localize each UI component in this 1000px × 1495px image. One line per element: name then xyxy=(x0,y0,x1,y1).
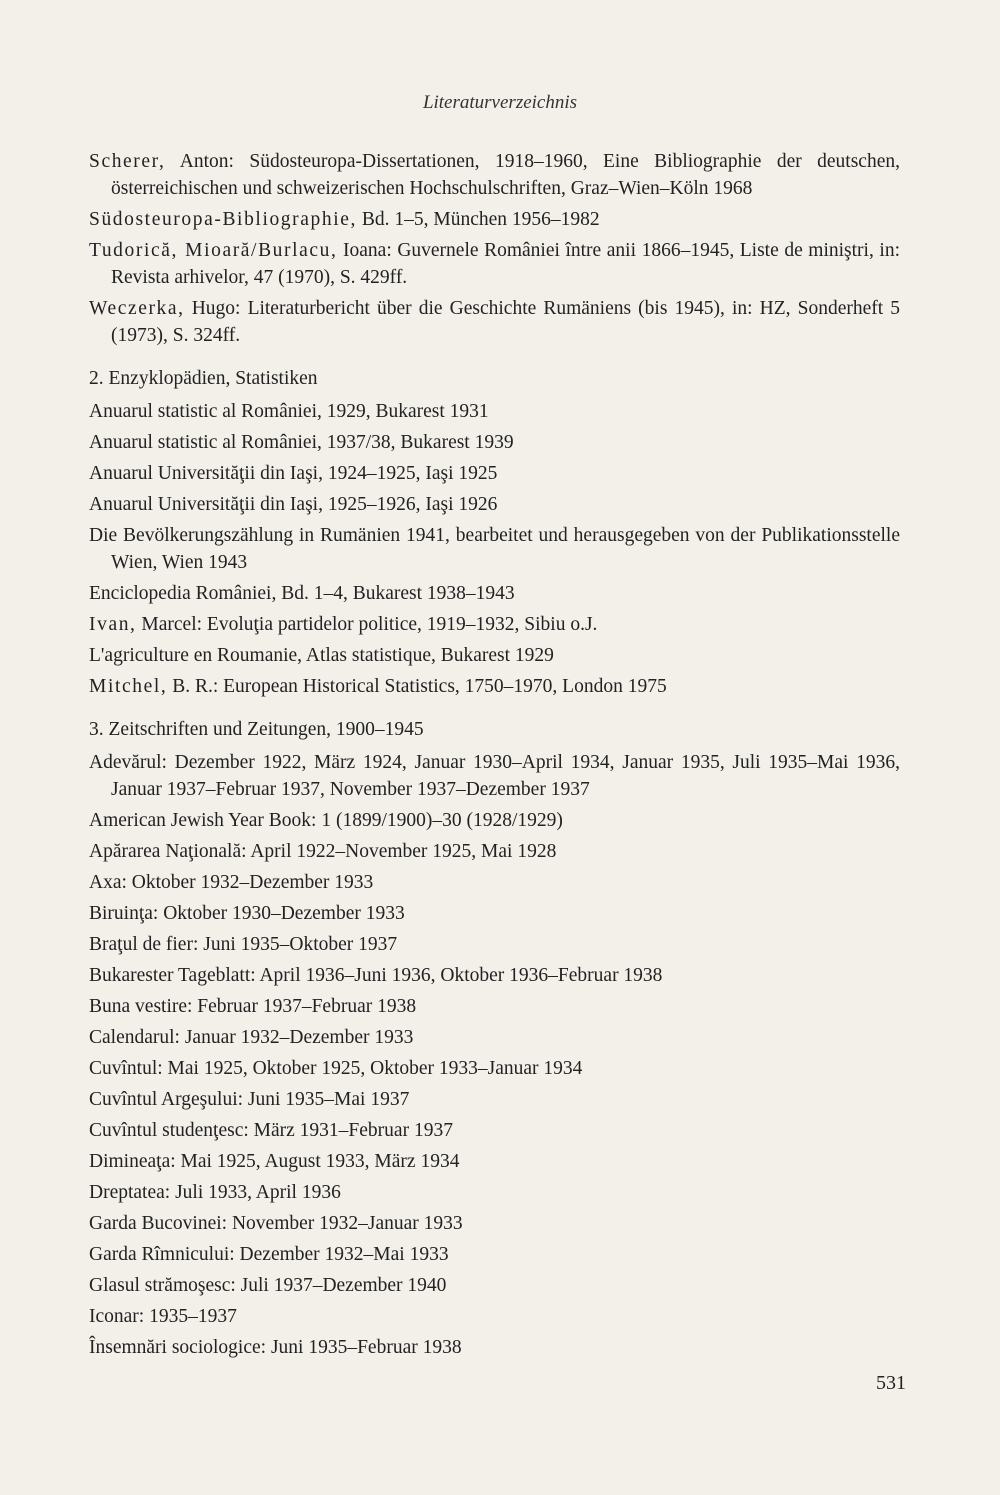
bibliography-entry xyxy=(89,206,900,233)
entry-author: Weczerka, xyxy=(89,298,185,319)
entry-text: Ioana: Guvernele României între anii 1866–1945, Liste de miniştri, in: Revista arhivelor, 47 (1970), S. 429ff. xyxy=(111,240,900,288)
running-head: Literaturverzeichnis xyxy=(422,92,578,113)
entry-author: Ivan, xyxy=(89,614,137,635)
entry-text: Anton: Südosteuropa-Dissertationen, 1918–1960, Eine Bibliographie der deutschen, österreichischen und schweizerischen Hochschulschriften, Graz–Wien–Köln 1968 xyxy=(111,151,900,199)
entry-author: Südosteuropa-Bibliographie, xyxy=(89,209,357,230)
entry-text: Anuarul statistic al României, 1937/38, Bukarest 1939 xyxy=(89,432,514,453)
periodical-entry: Garda Rîmnicului: Dezember 1932–Mai 1933 xyxy=(89,1244,449,1265)
periodical-entry: Dreptatea: Juli 1933, April 1936 xyxy=(89,1182,341,1203)
bibliography-entry xyxy=(89,460,900,487)
section-3-entries xyxy=(89,749,900,1361)
entry-author: Tudorică, Mioară/Burlacu, xyxy=(89,240,338,261)
bibliography xyxy=(89,148,900,1365)
entry-text: Marcel: Evoluţia partidelor politice, 1919–1932, Sibiu o.J. xyxy=(136,614,598,635)
bibliography-entry xyxy=(89,642,900,669)
periodical-entry: Iconar: 1935–1937 xyxy=(89,1306,237,1327)
periodical-entry: Însemnări sociologice: Juni 1935–Februar 1938 xyxy=(89,1337,462,1358)
periodical-entry: American Jewish Year Book: 1 (1899/1900)–30 (1928/1929) xyxy=(89,810,563,831)
periodical-entry: Calendarul: Januar 1932–Dezember 1933 xyxy=(89,1027,414,1048)
bibliography-entry xyxy=(89,429,900,456)
periodical-entry: Axa: Oktober 1932–Dezember 1933 xyxy=(89,872,374,893)
section-heading-3: 3. Zeitschriften und Zeitungen, 1900–1945 xyxy=(89,719,424,740)
periodical-entry: Bukarester Tageblatt: April 1936–Juni 1936, Oktober 1936–Februar 1938 xyxy=(89,965,663,986)
entry-text: Anuarul Universităţii din Iaşi, 1924–1925, Iaşi 1925 xyxy=(89,463,498,484)
intro-entries xyxy=(89,148,900,349)
bibliography-entry xyxy=(89,398,900,425)
entry-text: Bd. 1–5, München 1956–1982 xyxy=(356,209,600,230)
periodical-entry: Glasul strămoşesc: Juli 1937–Dezember 1940 xyxy=(89,1275,447,1296)
periodical-entry: Buna vestire: Februar 1937–Februar 1938 xyxy=(89,996,417,1017)
periodical-entry: Cuvîntul studenţesc: März 1931–Februar 1937 xyxy=(89,1120,453,1141)
entry-text: B. R.: European Historical Statistics, 1750–1970, London 1975 xyxy=(167,676,667,697)
periodical-entry: Braţul de fier: Juni 1935–Oktober 1937 xyxy=(89,934,398,955)
entry-text: Anuarul Universităţii din Iaşi, 1925–1926, Iaşi 1926 xyxy=(89,494,498,515)
entry-author: Mitchel, xyxy=(89,676,168,697)
periodical-entry: Cuvîntul: Mai 1925, Oktober 1925, Oktober 1933–Januar 1934 xyxy=(89,1058,583,1079)
bibliography-entry xyxy=(89,580,900,607)
bibliography-entry xyxy=(89,491,900,518)
bibliography-entry xyxy=(89,237,900,291)
bibliography-entry xyxy=(89,295,900,349)
entry-text: Hugo: Literaturbericht über die Geschichte Rumäniens (bis 1945), in: HZ, Sonderheft 5 (1973), S. 324ff. xyxy=(111,298,900,346)
periodical-entry: Cuvîntul Argeşului: Juni 1935–Mai 1937 xyxy=(89,1089,410,1110)
bibliography-entry xyxy=(89,148,900,202)
bibliography-entry xyxy=(89,611,900,638)
bibliography-entry xyxy=(89,522,900,576)
periodical-entry: Apărarea Naţională: April 1922–November 1925, Mai 1928 xyxy=(89,841,557,862)
section-heading-2: 2. Enzyklopädien, Statistiken xyxy=(89,368,318,389)
periodical-entry: Adevărul: Dezember 1922, März 1924, Januar 1930–April 1934, Januar 1935, Juli 1935–Mai 1936, Januar 1937–Februar 1937, November 1937–Dezember 1937 xyxy=(89,752,900,800)
periodical-entry: Dimineaţa: Mai 1925, August 1933, März 1934 xyxy=(89,1151,460,1172)
periodical-entry: Garda Bucovinei: November 1932–Januar 1933 xyxy=(89,1213,463,1234)
entry-text: Enciclopedia României, Bd. 1–4, Bukarest 1938–1943 xyxy=(89,583,515,604)
bibliography-entry xyxy=(89,673,900,700)
section-2-entries xyxy=(89,398,900,700)
entry-text: Anuarul statistic al României, 1929, Bukarest 1931 xyxy=(89,401,489,422)
periodical-entry: Biruinţa: Oktober 1930–Dezember 1933 xyxy=(89,903,405,924)
entry-author: Scherer, xyxy=(89,151,166,172)
entry-text: Die Bevölkerungszählung in Rumänien 1941, bearbeitet und herausgegeben von der Publikationsstelle Wien, Wien 1943 xyxy=(89,525,900,573)
page-number: 531 xyxy=(876,1372,906,1394)
entry-text: L'agriculture en Roumanie, Atlas statistique, Bukarest 1929 xyxy=(89,645,554,666)
